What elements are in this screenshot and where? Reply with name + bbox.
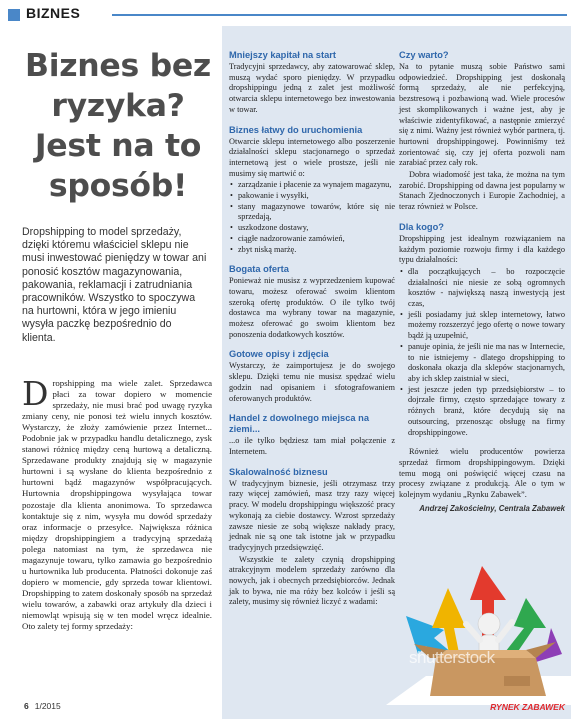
list-item: • stany magazynowe towarów, które się nie sprzedają, (229, 202, 395, 223)
list-item: • panuje opinia, że jeśli nie ma nas w Internecie, to nie istniejemy - dlatego dropshipping to doskonała okazja dla sklepów stacjonarnych, aby ich sklep zaistniał w sieci, (399, 342, 565, 385)
text-worth-it: Na to pytanie muszą sobie Państwo sami odpowiedzieć. Dropshipping jest doskonałą formą sprzedaży, ale nie perfekcyjną, bezstresową i pozbawioną wad. Wiele procesów jest skomplikowanych i ważne jest, aby je właściwie zidentyfikować, a następnie zmierzyć się z nimi. Ważny jest również wybór partnera, tj. hurtowni dropshippingowej. Powinniśmy też zorientować się, czy jej oferta pozwoli nam zarabiać przez cały rok. (399, 62, 565, 168)
heading-capital: Mniejszy kapitał na start (229, 50, 336, 60)
list-item: • ciągłe nadzorowanie zamówień, (229, 234, 395, 245)
author-signature: Andrzej Zakościelny, Centrala Zabawek (419, 503, 565, 513)
text-rich-offer: Ponieważ nie musisz z wyprzedzeniem kupować towaru, możesz oferować swoim klientom szeroką ofertę produktów. O ile tylko twój dostawca ma wybrany towar na magazynie, możesz oferować go swoim klientom bez ponoszenia dodatkowych kosztów. (229, 276, 395, 339)
text-good-news: Dobra wiadomość jest taka, że można na tym zarobić. Dropshipping od dawna jest popularny w Stanach Zjednoczonych i Europie Zachodniej, a teraz również w Polsce. (399, 170, 565, 212)
section-marker (8, 9, 20, 21)
text-easy-start: Otwarcie sklepu internetowego albo poszerzenie działalności sklepu stacjonarnego o sprzedaż internetową jest o wiele prostsze, jeśli nie musimy się martwić o: (229, 136, 395, 178)
list-item: • jeśli posiadamy już sklep internetowy, łatwo możemy rozszerzyć jego ofertę o nowe towary bądź ją uzupełnić, (399, 310, 565, 342)
drop-cap: D (22, 374, 49, 413)
page-number: 6 (24, 701, 29, 711)
middle-column (229, 50, 395, 609)
section-label: BIZNES (26, 5, 81, 21)
text-for-whom: Dropshipping jest idealnym rozwiązaniem na każdym poziomie rozwoju firmy i dla każdego typu działalności: (399, 233, 565, 265)
text-scalability: W tradycyjnym biznesie, jeśli otrzymasz trzy razy więcej zamówień, masz trzy razy więcej pracy. W modelu dropshippingu większość pracy wykonają za ciebie dostawcy. Wzrost sprzedaży zawsze niesie ze sobą większe nakłady pracy, jednak nie są one tak istotne jak w przypadku tradycyjnych przedsięwzięć. (229, 478, 395, 552)
right-column (399, 50, 565, 514)
heading-descriptions: Gotowe opisy i zdjęcia (229, 349, 329, 360)
text-anywhere: ...o ile tylko będziesz tam miał połączenie z Internetem. (229, 436, 395, 456)
list-item: • uszkodzone dostawy, (229, 223, 395, 234)
article-lead: Dropshipping to model sprzedaży, dzięki któremu właściciel sklepu nie musi inwestować pieniędzy w towar ani ponosić kosztów magazynowania, pakowania, reklamacji i zatrudniania pracowników. Wszystko to spoczywa na hurtowni, która w jego imieniu wysyła paczkę bezpośrednio do klienta. (22, 226, 207, 344)
heading-easy-start: Biznes łatwy do uruchomienia (229, 124, 363, 135)
stock-watermark: shutterstock (409, 648, 495, 667)
heading-rich-offer: Bogata oferta (229, 264, 289, 275)
for-whom-list (399, 267, 565, 438)
page-footer (24, 701, 61, 711)
text-capital: Tradycyjni sprzedawcy, aby zatowarować sklep, muszą wydać sporo pieniędzy. W przypadku dropshippingu jedną z zalet jest możliwość otwarcia sklepu internetowego bez inwestowania w towar. (229, 62, 395, 114)
heading-scalability: Skalowalność biznesu (229, 466, 328, 477)
text-descriptions: Wystarczy, że zaimportujesz je do swojego sklepu. Dzięki temu nie musisz spędzać wielu godzin nad opisaniem i sfotografowaniem oferowanych produktów. (229, 361, 395, 403)
list-item: • jest jeszcze jeden typ przedsiębiorstw – to dojrzałe firmy, często sprzedające towary z różnych branż, które decydują się na outsourcing, przenosząc obsługę na firmy dropshippingowe. (399, 385, 565, 439)
text-producers: Również wielu producentów powierza sprzedaż firmom dropshippingowym. Dzięki temu mogą oni poświęcić więcej czasu na procesy związane z produkcją. Ale o tym w kolejnym wydaniu „Rynku Zabawek”. (399, 447, 565, 500)
heading-worth-it: Czy warto? (399, 50, 449, 60)
heading-anywhere: Handel z dowolnego miejsca na ziemi... (229, 413, 369, 435)
list-item: • dla początkujących – bo rozpoczęcie działalności nie niesie ze sobą ogromnych kosztów - największą naszą inwestycją jest czas, (399, 267, 565, 310)
heading-for-whom: Dla kogo? (399, 221, 444, 232)
intro-text: ropshipping ma wiele zalet. Sprzedawca płaci za towar dopiero w momencie sprzedaży, nie musi brać pod uwagę ryzyka zmiany ceny, nie ponosi też wielu innych kosztów. Wystarczy, że złoży zamówienie przez Internet... Podobnie jak w przypadku handlu detalicznego, zysk stanowi różnicę między ceną hurtową a detaliczną. Sprzedawane produkty znajdują się w magazynie hurtowni i są wysłane do klienta bezpośrednio z hurtowni bądź magazynów współpracujących. Hurtownia dropshippingowa wysyłająca towar pozostaje dla klienta anonimowa. To sprzedawca kontaktuje się z nim, wysyła mu dowód sprzedaży oraz informacje o przesyłce. Największa różnica między dropshippingiem a tradycyjną sprzedażą polega natomiast na tym, że sprzedawca nie magazynuje towaru, tylko zamawia go bezpośrednio u hurtownika lub producenta. Płatności dokonuje zaś dopiero w momencie, gdy sprzeda towar klientowi. Dropshipping to zatem doskonały sposób na sprzedaż wielu towarów, a zabawki oraz artykuły dla dzieci i niemowląt wpisują się w ten model wręcz idealnie. Oto zalety tej formy sprzedaży: (22, 378, 212, 632)
list-item: • zbyt niską marżę. (229, 245, 395, 256)
list-item: • zarządzanie i płacenie za wynajem magazynu, (229, 180, 395, 191)
figure-box-illustration (386, 558, 571, 705)
list-item: • pakowanie i wysyłki, (229, 191, 395, 202)
easy-start-list (229, 180, 395, 255)
section-rule (112, 14, 567, 16)
issue-number: 1/2015 (34, 701, 61, 711)
header-bar (0, 0, 571, 26)
intro-body (22, 374, 212, 632)
brand-logo: RYNEK ZABAWEK (490, 702, 565, 712)
text-summary: Wszystkie te zalety czynią dropshipping atrakcyjnym modelem sprzedaży zarówno dla nowych, jak i obecnych przedsiębiorców. Jednak jak to bywa, nie ma róży bez kolców i jeśli są zalety, musimy się również liczyć z wadami: (229, 554, 395, 607)
article-title: Biznes bez ryzyka? Jest na to sposób! (25, 48, 211, 204)
